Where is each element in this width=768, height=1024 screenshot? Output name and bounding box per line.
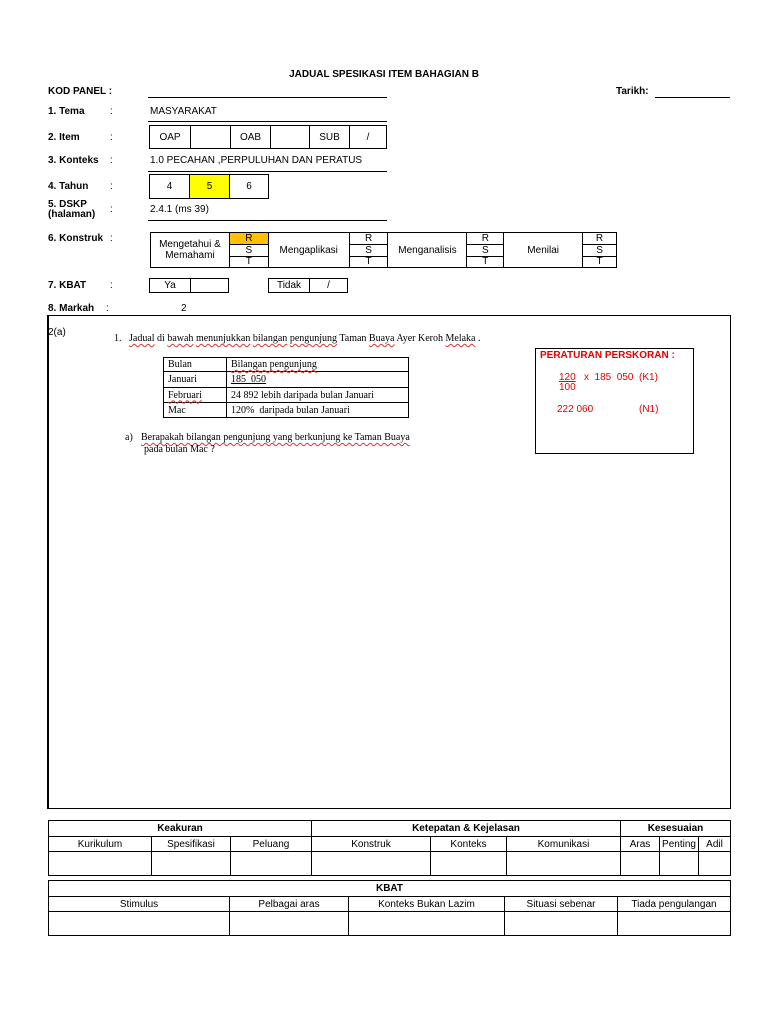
marking-denominator: 100 (559, 382, 576, 393)
eval-col-konstruk: Konstruk (312, 837, 431, 852)
konstruk-3-t[interactable]: T (467, 256, 504, 267)
kbat-cell-situasi[interactable] (505, 912, 618, 936)
eval-col-aras: Aras (621, 837, 660, 852)
kbat-ya-box (149, 278, 229, 293)
konstruk-1-t[interactable]: T (229, 256, 268, 267)
stem-word: . (475, 333, 481, 344)
eval-col-komunikasi: Komunikasi (507, 837, 621, 852)
eval-group-kesesuaian: Kesesuaian (621, 821, 731, 837)
table-header-bulan: Bulan (164, 358, 227, 372)
konstruk-colon: : (110, 233, 113, 244)
eval-cell-spesifikasi[interactable] (152, 852, 231, 876)
eval-cell-konteks[interactable] (431, 852, 507, 876)
table-header-bilangan (227, 358, 409, 372)
item-oab-mark[interactable] (270, 126, 309, 148)
tarikh-field[interactable] (655, 97, 730, 98)
kbat-col-situasi: Situasi sebenar (505, 897, 618, 912)
kbat-col-stimulus: Stimulus (49, 897, 230, 912)
item-sub-mark[interactable]: / (349, 126, 386, 148)
kbat-cell-tiada-pengulangan[interactable] (618, 912, 731, 936)
tema-underline (148, 121, 387, 122)
table-row (164, 372, 409, 388)
konteks-colon: : (110, 155, 113, 166)
eval-cell-komunikasi[interactable] (507, 852, 621, 876)
stem-word: Buaya (368, 333, 395, 344)
page-title: JADUAL SPESIKASI ITEM BAHAGIAN B (289, 69, 479, 80)
stem-word: menunjukkan (195, 333, 251, 344)
marking-scheme-title: PERATURAN PERSKORAN : (540, 350, 675, 361)
question-stem (129, 333, 480, 344)
eval-cell-aras[interactable] (621, 852, 660, 876)
eval-group-keakuran: Keakuran (49, 821, 312, 837)
eval-col-peluang: Peluang (231, 837, 312, 852)
sub-question-line2: pada bulan Mac ? (144, 444, 215, 455)
konstruk-mengaplikasi: Mengaplikasi (268, 233, 349, 268)
kbat-cell-konteks[interactable] (349, 912, 505, 936)
konstruk-4-t[interactable]: T (583, 256, 617, 267)
item-label: 2. Item (48, 132, 80, 143)
stem-word: Taman (337, 333, 369, 344)
table-cell: 24 892 lebih daripada bulan Januari (227, 388, 409, 403)
konstruk-2-t[interactable]: T (349, 256, 388, 267)
konstruk-3-r[interactable]: R (467, 233, 504, 245)
table-cell: 120% daripada bulan Januari (227, 403, 409, 418)
kod-panel-field[interactable] (148, 97, 387, 98)
konstruk-4-r[interactable]: R (583, 233, 617, 245)
table-cell (164, 388, 227, 403)
konteks-underline (148, 171, 387, 172)
marking-k1-line: x 185 050 (K1) (584, 372, 658, 383)
item-oab: OAB (230, 126, 270, 148)
stem-word: Ayer Keroh (394, 333, 446, 344)
visitor-table (163, 357, 409, 418)
kbat-tidak-box (268, 278, 348, 293)
table-header-bilangan-text: Bilangan pengunjung (231, 359, 317, 370)
item-boxes (149, 125, 387, 149)
kbat-table-title: KBAT (49, 881, 731, 897)
tema-label: 1. Tema (48, 106, 85, 117)
kbat-cell-pelbagai-aras[interactable] (230, 912, 349, 936)
tema-colon: : (110, 106, 113, 117)
item-colon: : (110, 132, 113, 143)
stem-word: bawah (167, 333, 194, 344)
konstruk-4-s[interactable]: S (583, 245, 617, 256)
stem-word: pengunjung (289, 333, 338, 344)
kbat-col-konteks: Konteks Bukan Lazim (349, 897, 505, 912)
tahun-5-selected[interactable]: 5 (189, 175, 229, 198)
konstruk-3-s[interactable]: S (467, 245, 504, 256)
table-row (164, 403, 409, 418)
table-cell-text: Februari (168, 389, 202, 401)
tahun-boxes (149, 174, 269, 199)
item-oap: OAP (159, 131, 181, 143)
evaluation-table (48, 820, 731, 876)
markah-label: 8. Markah (48, 303, 95, 314)
konteks-value: 1.0 PECAHAN ,PERPULUHAN DAN PERATUS (150, 155, 363, 166)
marking-numerator-text: 120 (559, 372, 576, 383)
markah-value: 2 (181, 303, 187, 314)
tahun-label: 4. Tahun (48, 181, 89, 192)
dskp-underline (148, 220, 387, 221)
eval-cell-peluang[interactable] (231, 852, 312, 876)
kbat-label: 7. KBAT (48, 280, 87, 291)
konstruk-menilai: Menilai (504, 233, 583, 268)
kbat-ya-mark[interactable] (190, 279, 228, 292)
kod-panel-label: KOD PANEL : (48, 86, 113, 97)
table-cell (227, 372, 409, 388)
eval-cell-penting[interactable] (660, 852, 699, 876)
tarikh-label: Tarikh: (616, 86, 649, 97)
question-number: 2(a) (48, 327, 66, 338)
konstruk-mengetahui: Mengetahui & Memahami (151, 233, 230, 268)
konstruk-1-s[interactable]: S (229, 245, 268, 256)
kbat-tidak: Tidak (276, 280, 302, 291)
table-cell: Mac (164, 403, 227, 418)
eval-cell-kurikulum[interactable] (49, 852, 152, 876)
eval-col-adil: Adil (699, 837, 731, 852)
sub-question-label: a) (125, 432, 133, 443)
stem-word: bilangan (252, 333, 288, 344)
stem-word: di (154, 333, 168, 344)
konstruk-2-r[interactable]: R (349, 233, 388, 245)
kbat-colon: : (110, 280, 113, 291)
kbat-col-tiada-pengulangan: Tiada pengulangan (618, 897, 731, 912)
marking-answer: 222 060 (557, 404, 594, 415)
tema-value: MASYARAKAT (150, 106, 217, 117)
table-cell: Januari (164, 372, 227, 388)
markah-colon: : (106, 303, 109, 314)
eval-cell-konstruk[interactable] (312, 852, 431, 876)
table-cell-text: 185 050 (231, 374, 266, 385)
konstruk-menganalisis: Menganalisis (388, 233, 467, 268)
sub-question-line1: Berapakah bilangan pengunjung yang berkunjung ke Taman Buaya (141, 432, 410, 443)
marking-scheme-box (535, 348, 694, 454)
marking-n1: (N1) (639, 404, 659, 415)
eval-col-konteks: Konteks (431, 837, 507, 852)
table-row (164, 388, 409, 403)
kbat-col-pelbagai-aras: Pelbagai aras (230, 897, 349, 912)
konstruk-table (150, 232, 617, 268)
eval-col-kurikulum: Kurikulum (49, 837, 152, 852)
konstruk-2-s[interactable]: S (349, 245, 388, 256)
question-item-number: 1. (114, 333, 122, 344)
eval-col-penting: Penting (660, 837, 699, 852)
tahun-colon: : (110, 181, 113, 192)
tahun-6[interactable]: 6 (229, 175, 268, 198)
stem-word: Melaka (445, 333, 476, 344)
dskp-colon: : (110, 204, 113, 215)
eval-cell-adil[interactable] (699, 852, 731, 876)
konteks-label: 3. Konteks (48, 155, 99, 166)
kbat-table (48, 880, 731, 936)
eval-col-spesifikasi: Spesifikasi (152, 837, 231, 852)
item-sub: SUB (309, 126, 349, 148)
kbat-cell-stimulus[interactable] (49, 912, 230, 936)
dskp-halaman-label: (halaman) (48, 209, 96, 220)
konstruk-label: 6. Konstruk (48, 233, 104, 244)
kbat-tidak-mark[interactable]: / (309, 279, 347, 292)
konstruk-1-r-selected[interactable]: R (229, 233, 268, 245)
dskp-value: 2.4.1 (ms 39) (150, 204, 209, 215)
tahun-4[interactable]: 4 (166, 181, 173, 192)
item-oap-mark[interactable] (190, 126, 230, 148)
eval-group-ketepatan: Ketepatan & Kejelasan (312, 821, 621, 837)
stem-word: Jadual (129, 333, 155, 344)
kbat-ya: Ya (164, 280, 176, 291)
dskp-label: 5. DSKP (48, 199, 87, 210)
